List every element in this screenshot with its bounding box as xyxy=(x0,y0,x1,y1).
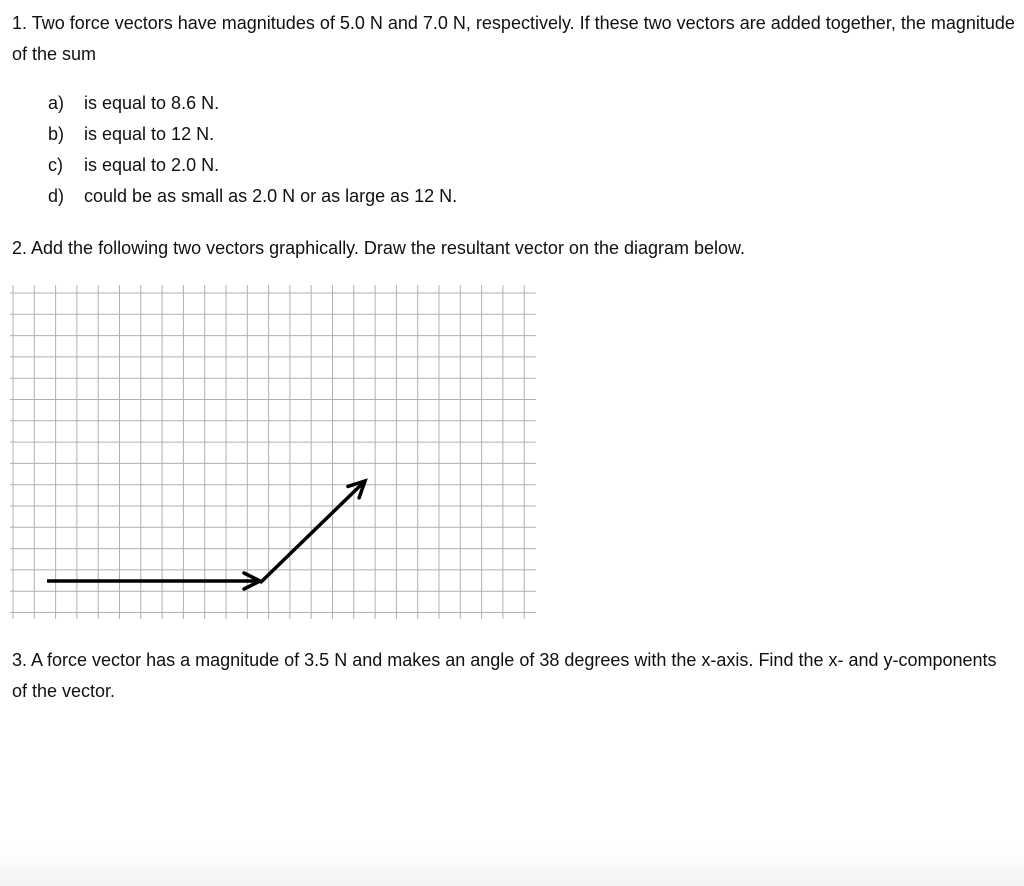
option-letter: c) xyxy=(48,155,63,175)
option-letter: b) xyxy=(48,124,65,144)
question-3-text: 3. A force vector has a magnitude of 3.5 N and makes an angle of 38 degrees with the x-axis. Find the x- and y-components of the vector. xyxy=(12,650,997,701)
question-1-text: 1. Two force vectors have magnitudes of 5.0 N and 7.0 N, respectively. If these two vectors are added together, the magnitude of the sum xyxy=(12,13,1015,64)
question-1-options xyxy=(48,88,457,212)
vector-grid-diagram xyxy=(10,285,538,621)
option-d xyxy=(48,181,457,212)
option-b xyxy=(48,119,457,150)
option-letter: a) xyxy=(48,93,65,113)
option-text: could be as small as 2.0 N or as large as 12 N. xyxy=(84,186,458,206)
option-text: is equal to 8.6 N. xyxy=(84,93,220,113)
option-text: is equal to 12 N. xyxy=(84,124,215,144)
option-c xyxy=(48,150,457,181)
page-bottom-shadow xyxy=(0,846,1024,886)
question-2-text: 2. Add the following two vectors graphically. Draw the resultant vector on the diagram below. xyxy=(12,238,746,258)
diagonal-vector xyxy=(260,481,365,583)
option-a xyxy=(48,88,457,119)
option-text: is equal to 2.0 N. xyxy=(84,155,220,175)
option-letter: d) xyxy=(48,186,65,206)
